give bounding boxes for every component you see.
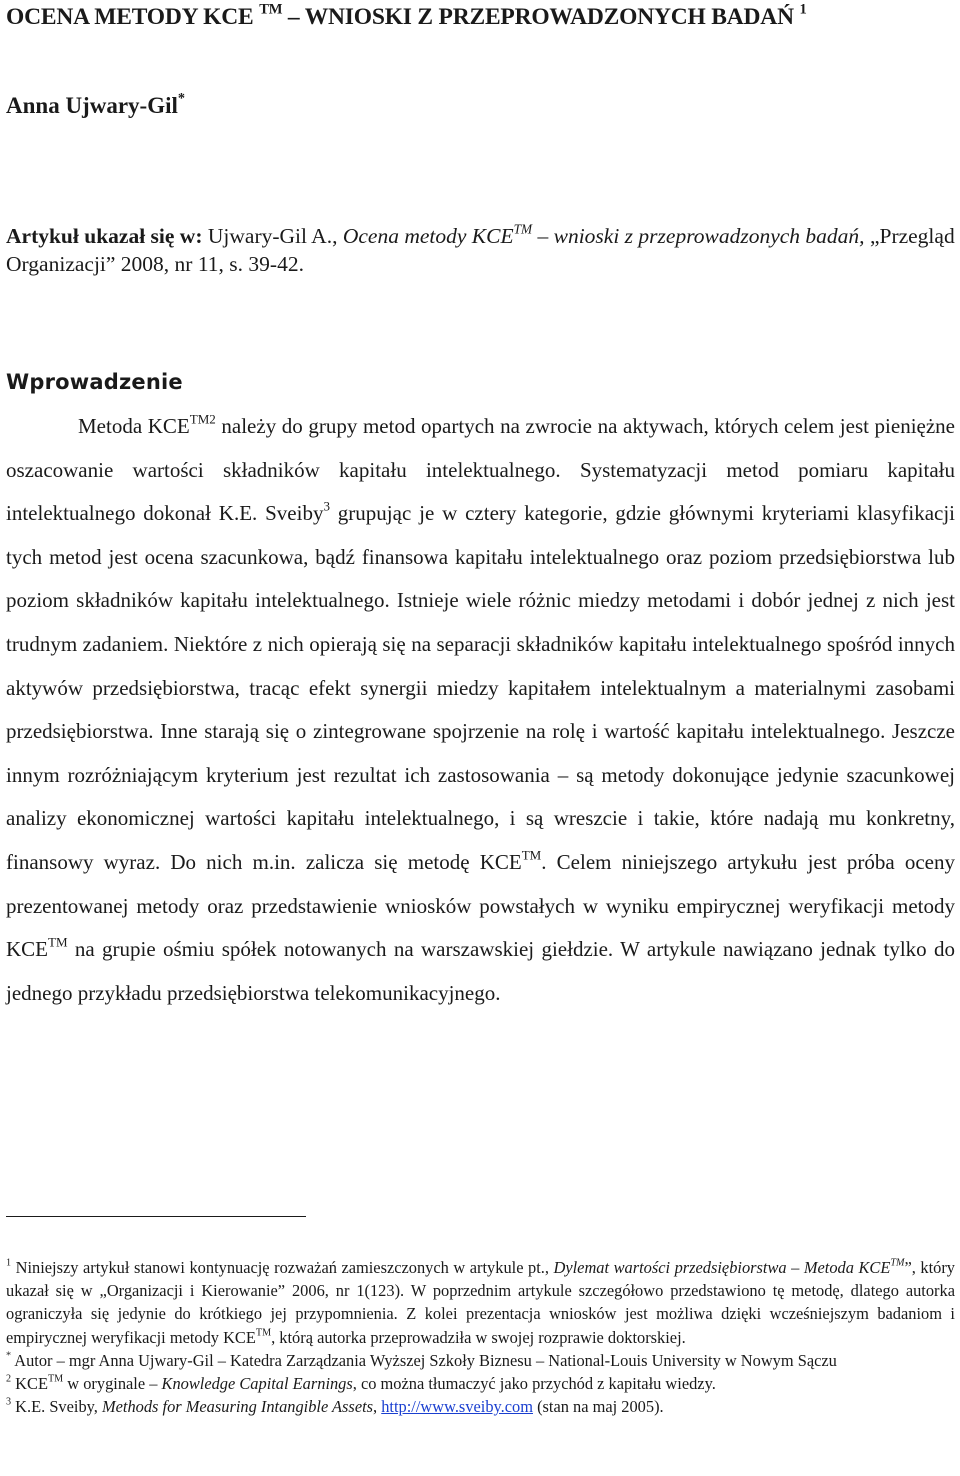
article-title: OCENA METODY KCE ™ – WNIOSKI Z PRZEPROWADZONYCH BADAŃ $^1$ — [6, 1, 807, 30]
footnotes — [6, 1256, 955, 1418]
footnote-2: $^2$ KCE™ w oryginale – Knowledge Capital Earnings, co można tłumaczyć jako przychód z kapitału wiedzy. — [6, 1373, 716, 1394]
footnote-ref-2: TM2 — [189, 411, 216, 427]
title-tm-mark: TM — [259, 1, 283, 18]
body-paragraph: Metoda $KCE^{TM2}$ należy do grupy metod opartych na zwrocie na aktywach, których celem jest pieniężne oszacowanie wartości składników kapitału intelektualnego. Systematyzacji metod pomiaru kapitału intelektualnego dokonał K.E. Sveiby$^3$ grupując je w cztery kategorie, gdzie głównymi kryteriami klasyfikacji tych metod jest ocena szacunkowa, bądź finansowa kapitału intelektualnego oraz poziom przedsiębiorstwa lub poziom składników kapitału intelektualnego. Istnieje wiele różnic miedzy metodami i dobór jednej z nich jest trudnym zadaniem. Niektóre z nich opierają się na separacji składników kapitału intelektualnego spośród innych aktywów przedsiębiorstwa, tracąc efekt synergii miedzy kapitałem intelektualnym a materialnymi zasobami przedsiębiorstwa. Inne starają się o zintegrowane spojrzenie na rolę i wartość kapitału intelektualnego. Jeszcze innym rozróżniającym kryterium jest rezultat ich zastosowania – są metody dokonujące jedynie szacunkowej analizy ekonomicznej wartości kapitału intelektualnego, i są wreszcie i takie, które nadają mu konkretny, finansowy wyraz. Do nich m.in. zalicza się metodę KCE™. Celem niniejszego artykułu jest próba oceny prezentowanej metody oraz przedstawienie wniosków powstałych w wyniku empirycznej weryfikacji metody KCE™ na grupie ośmiu spółek notowanych na warszawskiej giełdzie. W artykule nawiązano jednak tylko do jednego przykładu przedsiębiorstwa telekomunikacyjnego. — [6, 411, 956, 1005]
title-footnote-ref: 1 — [799, 1, 807, 18]
footnote-author: * Autor – mgr Anna Ujwary-Gil – Katedra Zarządzania Wyższej Szkoły Biznesu – National-Louis University w Nowym Sączu — [6, 1350, 837, 1370]
article-author: Anna Ujwary-Gil* — [6, 90, 185, 118]
footnote-separator — [6, 1216, 306, 1217]
section-heading: Wprowadzenie — [6, 370, 183, 394]
sveiby-link[interactable]: http://www.sveiby.com — [381, 1397, 533, 1417]
footnote-3: $^3$ K.E. Sveiby, Methods for Measuring Intangible Assets, http://www.sveiby.com (stan na maj 2005). — [6, 1396, 664, 1417]
footnote-1: $^1$ Niniejszy artykuł stanowi kontynuację rozważań zamieszczonych w artykule pt., Dylemat wartości przedsiębiorstwa – Metoda KCE™”, który ukazał się w „Organizacji i Kierowanie” 2006, nr 1(123). W poprzednim artykule szczegółowo przedstawiono tę metodę, dlatego autorka ograniczyła się jedynie do krótkiego jej przypomnienia. Z kolei prezentacja wniosków jest możliwa dzięki wcześniejszym badaniom i empirycznej weryfikacji metody KCE™, którą autorka przeprowadziła w swojej rozprawie doktorskiej. — [6, 1257, 955, 1347]
footnote-ref-3: 3 — [323, 498, 330, 514]
publication-note: Artykuł ukazał się w: Ujwary-Gil A., Ocena metody KCE™ – wnioski z przeprowadzonych badań, „Przegląd Organizacji” 2008, nr 11, s. 39-42. — [6, 221, 955, 276]
author-footnote-ref: * — [177, 90, 185, 107]
publication-title: Ocena metody KCE™ – wnioski z przeprowadzonych badań, — [342, 221, 865, 248]
document-page — [6, 0, 955, 1476]
publication-lead: Artykuł ukazał się w: — [6, 224, 203, 248]
